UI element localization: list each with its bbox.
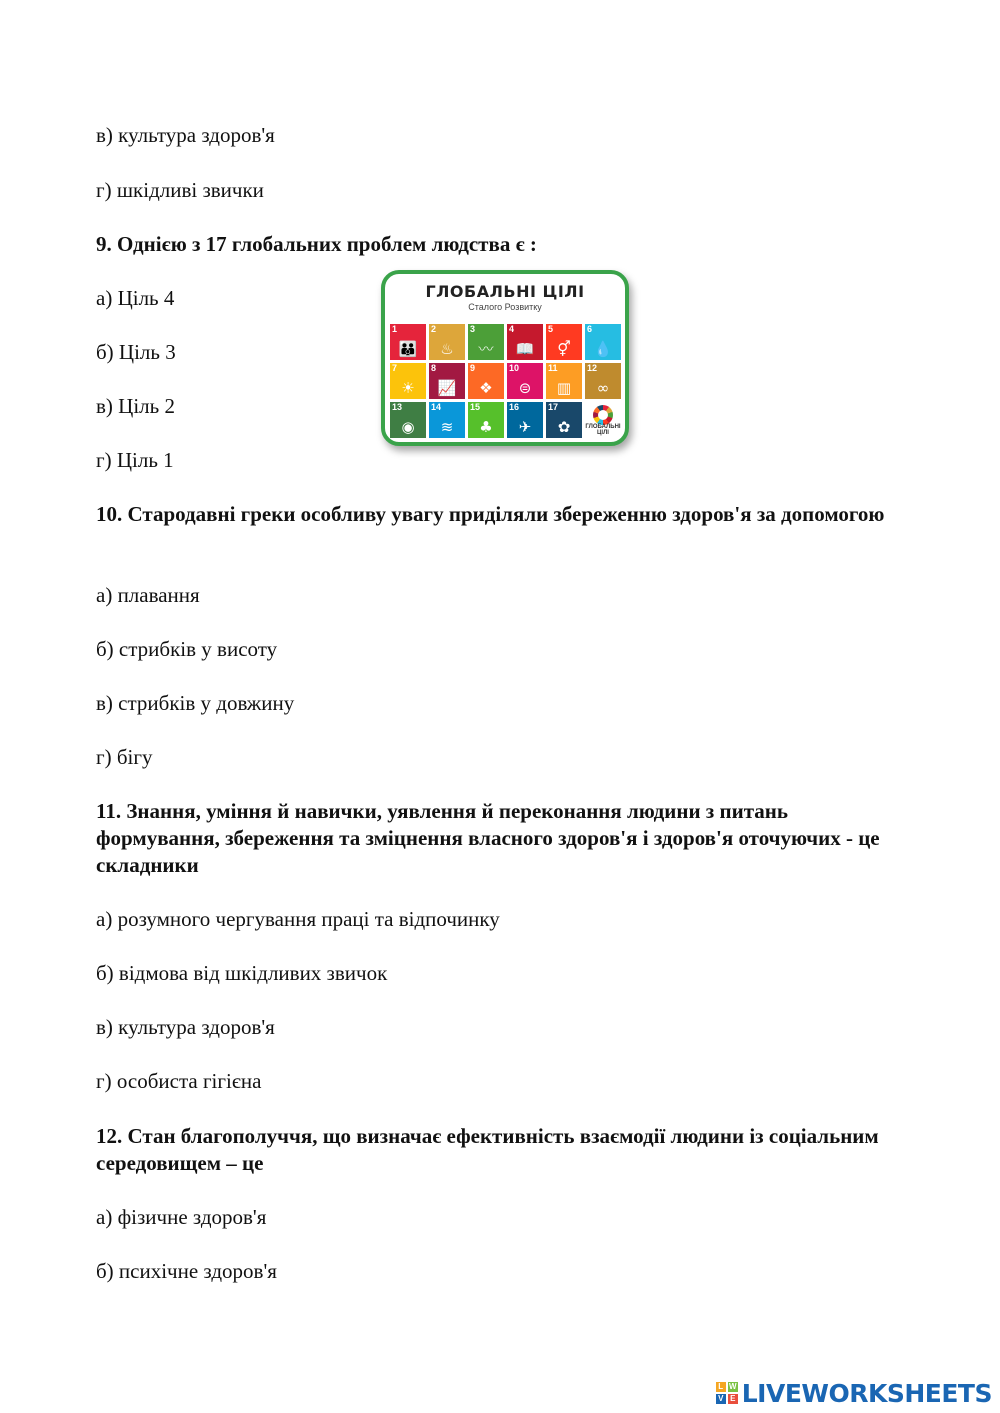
sdg-tile-4: [507, 324, 543, 360]
liveworksheets-watermark[interactable]: [716, 1378, 992, 1408]
q11-option-a: а) розумного чергування праці та відпочинку: [96, 907, 500, 931]
q10-option-c: в) стрибків у довжину: [96, 691, 295, 715]
sdg-tile-number: 11: [548, 363, 558, 373]
city-icon: ▥: [556, 379, 572, 397]
cubes-icon: ❖: [479, 379, 493, 397]
sdg-tile-5: [546, 324, 582, 360]
gender-icon: ⚥: [557, 340, 571, 358]
sdg-tile-number: 6: [587, 324, 593, 334]
q12-option-a: а) фізичне здоров'я: [96, 1205, 267, 1229]
q11-option-c: в) культура здоров'я: [96, 1015, 275, 1039]
sdg-tile-10: [507, 363, 543, 399]
sdg-tile-number: 2: [431, 324, 437, 334]
heartbeat-icon: 〰: [478, 340, 494, 358]
people-icon: 👪: [398, 340, 418, 358]
q11-option-b: б) відмова від шкідливих звичок: [96, 961, 388, 985]
sun-icon: ☀: [401, 379, 415, 397]
sdg-tile-number: 17: [548, 402, 559, 412]
q10-option-a: а) плавання: [96, 583, 200, 607]
q11-title: 11. Знання, уміння й навички, уявлення й переконання людини з питань формування, збереження та зміцнення власного здоров'я і здоров'я оточуючих - це складники: [96, 799, 880, 877]
q10-option-d: г) бігу: [96, 745, 153, 769]
sdg-tile-number: 3: [470, 324, 476, 334]
logo-letter-block: L: [716, 1382, 726, 1392]
q9-title: 9. Однією з 17 глобальних проблем людства є :: [96, 232, 537, 256]
sdg-tile-number: 12: [587, 363, 598, 373]
sdg-tile-3: [468, 324, 504, 360]
sdg-wheel-logo: [585, 402, 621, 438]
sdg-tile-number: 10: [509, 363, 520, 373]
liveworksheets-wordmark: LIVEWORKSHEETS: [741, 1378, 992, 1408]
sdg-goals-image: [381, 270, 629, 446]
sdg-logo-text: ГЛОБАЛЬНІ ЦІЛІ: [585, 424, 621, 436]
q8-option-d: г) шкідливі звички: [96, 178, 264, 202]
tree-icon: ♣: [479, 418, 493, 436]
q9-option-b: б) Ціль 3: [96, 340, 176, 364]
sdg-tile-number: 4: [509, 324, 515, 334]
sdg-tile-8: [429, 363, 465, 399]
dove-icon: ✈: [518, 418, 532, 436]
sdg-image-subtitle: Сталого Розвитку: [468, 302, 542, 312]
sdg-tile-14: [429, 402, 465, 438]
sdg-tile-13: [390, 402, 426, 438]
q10-title: 10. Стародавні греки особливу увагу приділяли збереженню здоров'я за допомогою: [96, 502, 885, 526]
sdg-tile-1: [390, 324, 426, 360]
sdg-tile-11: [546, 363, 582, 399]
equal-icon: ⊜: [518, 379, 532, 397]
sdg-tile-7: [390, 363, 426, 399]
q12-title: 12. Стан благополуччя, що визначає ефективність взаємодії людини із соціальним середовищем – це: [96, 1124, 879, 1175]
eye-icon: ◉: [401, 418, 415, 436]
sdg-tile-number: 16: [509, 402, 520, 412]
sdg-tile-number: 5: [548, 324, 554, 334]
sdg-tile-17: [546, 402, 582, 438]
book-icon: 📖: [515, 340, 535, 358]
q11-option-d: г) особиста гігієна: [96, 1069, 262, 1093]
sdg-tile-2: [429, 324, 465, 360]
q9-option-c: в) Ціль 2: [96, 394, 175, 418]
fish-icon: ≋: [440, 418, 454, 436]
sdg-tile-number: 13: [392, 402, 403, 412]
infinity-icon: ∞: [596, 379, 610, 397]
sdg-tile-16: [507, 402, 543, 438]
q10-option-b: б) стрибків у висоту: [96, 637, 278, 661]
sdg-tile-6: [585, 324, 621, 360]
sdg-tile-number: 8: [431, 363, 437, 373]
sdg-tile-number: 1: [392, 324, 398, 334]
logo-letter-block: E: [728, 1394, 738, 1404]
liveworksheets-logo-icon: [716, 1382, 738, 1404]
growth-chart-icon: 📈: [437, 379, 457, 397]
sdg-tile-number: 14: [431, 402, 442, 412]
sdg-tile-15: [468, 402, 504, 438]
water-drop-icon: 💧: [593, 340, 613, 358]
sdg-image-title: ГЛОБАЛЬНІ ЦІЛІ: [425, 282, 585, 301]
sdg-tile-grid: [390, 324, 623, 438]
sdg-wheel-icon: [593, 405, 613, 425]
logo-letter-block: V: [716, 1394, 726, 1404]
partnership-icon: ✿: [557, 418, 571, 436]
sdg-tile-number: 7: [392, 363, 398, 373]
q9-option-a: а) Ціль 4: [96, 286, 175, 310]
q9-option-d: г) Ціль 1: [96, 448, 174, 472]
bowl-icon: ♨: [440, 340, 454, 358]
q12-option-b: б) психічне здоров'я: [96, 1259, 277, 1283]
sdg-tile-number: 15: [470, 402, 481, 412]
sdg-tile-12: [585, 363, 621, 399]
sdg-tile-9: [468, 363, 504, 399]
q8-option-c: в) культура здоров'я: [96, 123, 275, 147]
sdg-tile-number: 9: [470, 363, 476, 373]
logo-letter-block: W: [728, 1382, 737, 1391]
